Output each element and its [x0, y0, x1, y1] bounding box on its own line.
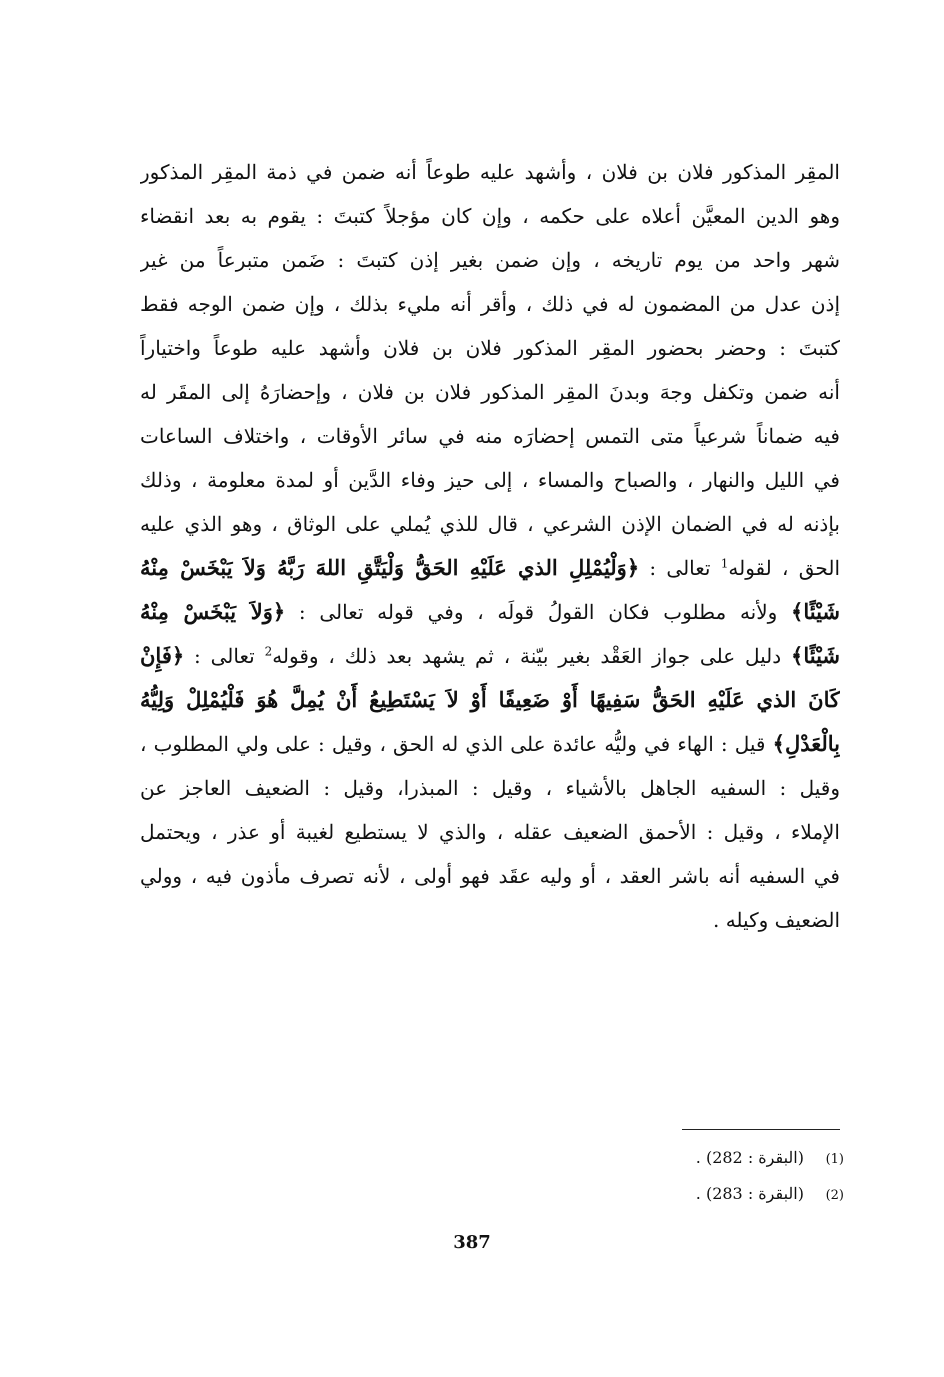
quran-quote: شَيْئًا﴾	[791, 643, 840, 668]
text-line: الضعيف وكيله .	[712, 908, 840, 932]
text-run: الحق ، لقوله	[728, 556, 840, 580]
text-line: في الليل والنهار ، والصباح والمساء ، إلى حيز وفاء الدَّين أو لمدة معلومة ، وذلك	[140, 468, 840, 492]
footnote-divider	[682, 1129, 840, 1130]
footnote	[600, 1140, 844, 1176]
text-line	[140, 546, 840, 590]
text-line: كتبتَ : وحضر بحضور المقِر المذكور فلان بن فلان وأشهد عليه طوعاً واختياراً	[140, 336, 840, 360]
text-run: قيل : الهاء في وليُّه عائدة على الذي له الحق ، وقيل : على ولي المطلوب ،	[140, 732, 766, 756]
footnote	[600, 1176, 844, 1212]
text-line: شهر واحد من يوم تاريخه ، وإن ضمن بغير إذن كتبتَ : ضَمن متبرعاً من غير	[140, 248, 840, 272]
footnote-text: (البقرة : 282) .	[695, 1148, 804, 1167]
text-line: أنه ضمن وتكفل وجهَ وبدنَ المقِر المذكور فلان بن فلان ، وإحضارَهُ إلى المقَر له	[140, 380, 840, 404]
footnote-number: (2)	[825, 1188, 844, 1203]
quran-quote: ﴿وَلْيُمْلِلِ الذي عَلَيْهِ الحَقُّ وَلْيَتَّقِ اللهَ رَبَّهُ وَلاَ يَبْخَسْ مِنْهُ	[140, 555, 640, 580]
footnote-text: (البقرة : 283) .	[695, 1184, 804, 1203]
text-line	[140, 634, 840, 678]
text-line: فيه ضماناً شرعياً متى التمس إحضارَه منه في سائر الأوقات ، واختلاف الساعات	[140, 424, 840, 448]
text-run: دليل على جواز العَقْد بغير بيّنة ، ثم يشهد بعد ذلك ، وقوله	[272, 644, 782, 668]
text-line: الإملاء ، وقيل : الأحمق الضعيف عقله ، والذي لا يستطيع لغيبة أو عذر ، ويحتمل	[140, 820, 840, 844]
text-line: بإذنه له في الضمان الإذن الشرعي ، قال للذي يُملي على الوثاق ، وهو الذي عليه	[140, 512, 840, 536]
text-line: إذن عدل من المضمون له في ذلك ، وأقر أنه مليء بذلك ، وإن ضمن الوجه فقط	[140, 292, 840, 316]
quran-quote: ﴿وَلاَ يَبْخَسْ مِنْهُ	[140, 599, 286, 624]
text-line: وهو الدين المعيَّن أعلاه على حكمه ، وإن كان مؤجلاً كتبتَ : يقوم به بعد انقضاء	[140, 204, 840, 228]
footnote-ref-1: 1	[720, 556, 729, 571]
text-line	[140, 722, 840, 766]
text-run: تعالى :	[649, 556, 711, 580]
text-line: وقيل : السفيه الجاهل بالأشياء ، وقيل : المبذرا، وقيل : الضعيف العاجز عن	[140, 776, 840, 800]
page-number: 387	[453, 1232, 491, 1253]
quran-quote: شَيْئًا﴾	[791, 599, 840, 624]
text-run: ولأنه مطلوب فكان القولُ قولَه ، وفي قوله تعالى :	[298, 600, 778, 624]
text-line: في السفيه أنه باشر العقد ، أو وليه عقَد فهو أولى ، لأنه تصرف مأذون فيه ، وولي	[140, 864, 840, 888]
text-run: تعالى :	[194, 644, 255, 668]
footnotes	[600, 1140, 844, 1212]
main-text	[140, 150, 840, 942]
quran-quote: ﴿فَإِنْ	[140, 643, 185, 668]
footnote-ref-2: 2	[264, 644, 273, 659]
footnote-number: (1)	[825, 1152, 844, 1167]
text-line: المقِر المذكور فلان بن فلان ، وأشهد عليه طوعاً أنه ضمن في ذمة المقِر المذكور	[140, 160, 840, 184]
quran-line: كَانَ الذي عَلَيْهِ الحَقُّ سَفِيهًا أَوْ ضَعِيفًا أَوْ لاَ يَسْتَطِيعُ أَنْ يُمِلَّ هُوَ فَلْيُمْلِلْ وَلِيُّهُ	[140, 687, 840, 712]
quran-quote: بِالْعَدْلِ﴾	[772, 731, 840, 756]
text-line	[140, 590, 840, 634]
